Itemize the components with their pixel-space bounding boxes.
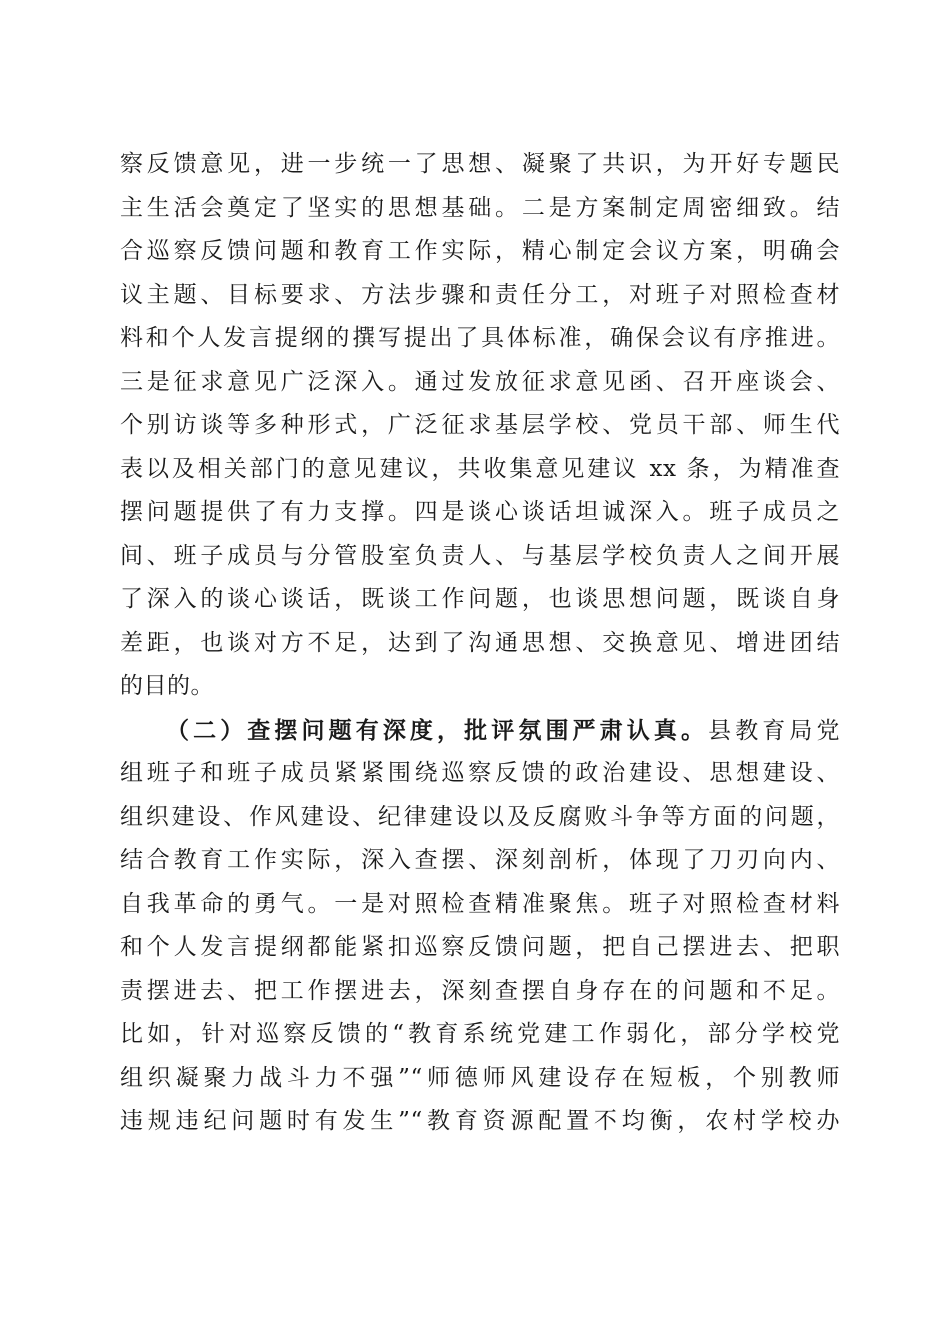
text-line: 结合教育工作实际，深入查摆、深刻剖析，体现了刀刃向内、 [120, 847, 840, 873]
text-line: 察反馈意见，进一步统一了思想、凝聚了共识，为开好专题民 [120, 151, 840, 177]
text-line: 组织凝聚力战斗力不强”“师德师风建设存在短板，个别教师 [120, 1064, 840, 1091]
text-line: 三是征求意见广泛深入。通过发放征求意见函、召开座谈会、 [120, 368, 840, 395]
paragraph-2 [120, 709, 840, 1144]
section-heading-line [120, 709, 840, 753]
text-line: 的目的。 [120, 673, 214, 699]
text-line: 合巡察反馈问题和教育工作实际，精心制定会议方案，明确会 [120, 238, 840, 264]
paragraph-1 [120, 143, 840, 709]
body-text [120, 143, 840, 1144]
text-line: 责摆进去、把工作摆进去，深刻查摆自身存在的问题和不足。 [120, 977, 840, 1004]
section-heading: （二）查摆问题有深度，批评氛围严肃认真。 [166, 716, 709, 744]
text-line: 了深入的谈心谈话，既谈工作问题，也谈思想问题，既谈自身 [120, 586, 840, 612]
text-line: 和个人发言提纲都能紧扣巡察反馈问题，把自己摆进去、把职 [120, 934, 840, 960]
text-line: 料和个人发言提纲的撰写提出了具体标准，确保会议有序推进。 [120, 325, 840, 351]
text-line: 差距，也谈对方不足，达到了沟通思想、交换意见、增进团结 [120, 629, 840, 656]
text-line: 间、班子成员与分管股室负责人、与基层学校负责人之间开展 [120, 542, 840, 569]
text-line: 个别访谈等多种形式，广泛征求基层学校、党员干部、师生代 [120, 412, 840, 438]
text-line: 摆问题提供了有力支撑。四是谈心谈话坦诚深入。班子成员之 [120, 499, 840, 525]
text-line: 组织建设、作风建设、纪律建设以及反腐败斗争等方面的问题， [120, 803, 840, 830]
section-heading-rest: 县教育局党 [708, 717, 841, 744]
text-line: 表以及相关部门的意见建议，共收集意见建议 xx 条，为精准查 [120, 455, 840, 482]
text-line: 议主题、目标要求、方法步骤和责任分工，对班子对照检查材 [120, 281, 840, 308]
text-line: 违规违纪问题时有发生”“教育资源配置不均衡，农村学校办 [120, 1108, 840, 1134]
text-line: 主生活会奠定了坚实的思想基础。二是方案制定周密细致。结 [120, 194, 840, 221]
text-line: 自我革命的勇气。一是对照检查精准聚焦。班子对照检查材料 [120, 890, 840, 917]
text-line: 比如，针对巡察反馈的“教育系统党建工作弱化，部分学校党 [120, 1021, 840, 1047]
text-line: 组班子和班子成员紧紧围绕巡察反馈的政治建设、思想建设、 [120, 760, 840, 786]
